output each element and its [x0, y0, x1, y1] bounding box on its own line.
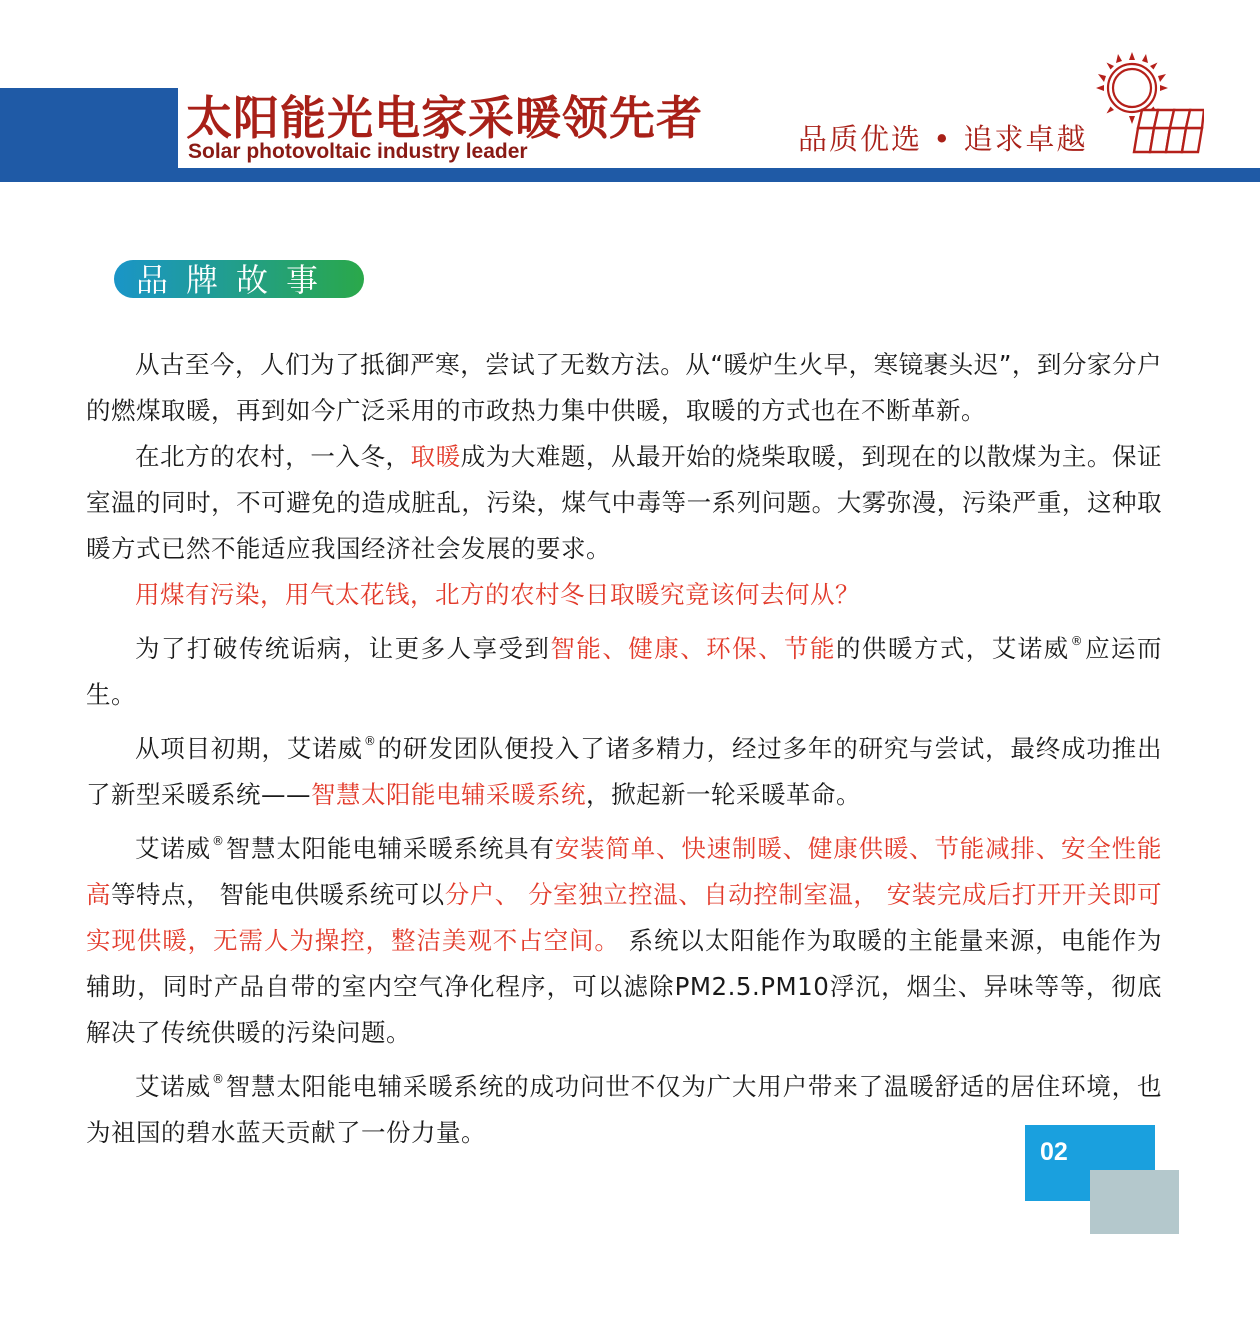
- paragraph-5: [86, 718, 1162, 818]
- section-title: 品牌故事: [136, 261, 337, 299]
- paragraph-2-text-b: 成为大难题，从最开始的烧柴取暖，到现在的以散煤为主。保证室温的同时，不可避免的造成脏乱，污染，煤气中毒等一系列问题。大雾弥漫，污染严重，这种取暖方式已然不能适应我国经济社会发展的要求。: [86, 442, 1163, 563]
- header-slogan: 品质优选 • 追求卓越: [798, 122, 1088, 156]
- paragraph-7: [86, 1056, 1162, 1156]
- paragraph-5-highlight: 智慧太阳能电辅采暖系统: [311, 780, 586, 809]
- paragraph-4-highlight: 智能、健康、环保、节能: [550, 634, 836, 663]
- paragraph-5-text-a: 从项目初期，艾诺威: [135, 734, 363, 763]
- header-subtitle: Solar photovoltaic industry leader: [188, 140, 528, 163]
- paragraph-4-text-c: 应运而生。: [86, 634, 1163, 709]
- paragraph-4-text-b: 的供暖方式，艾诺威: [835, 634, 1070, 663]
- paragraph-6-text-c: 等特点， 智能电供暖系统可以: [111, 880, 445, 909]
- paragraph-6-text-d: 系统以太阳能作为取暖的主能量来源，电能作为辅助，同时产品自带的室内空气净化程序，可以滤除PM2.5.PM10浮沉，烟尘、异味等等，彻底解决了传统供暖的污染问题。: [86, 926, 1162, 1047]
- paragraph-6-text-a: 艾诺威: [135, 834, 211, 863]
- page-number: 02: [1040, 1138, 1068, 1166]
- paragraph-5-text-b: 的研发团队便投入了诸多精力，经过多年的研究与尝试，最终成功推出了新型采暖系统——: [86, 734, 1162, 809]
- registered-mark: ®: [211, 834, 225, 848]
- header-band-left: [0, 88, 178, 182]
- paragraph-6-text-b: 智慧太阳能电辅采暖系统具有: [225, 834, 555, 863]
- paragraph-2-text-a: 在北方的农村，一入冬，: [135, 442, 411, 471]
- paragraph-2: [86, 434, 1162, 572]
- paragraph-4-text-a: 为了打破传统诟病，让更多人享受到: [135, 634, 551, 663]
- paragraph-5-text-c: ，掀起新一轮采暖革命。: [586, 780, 861, 809]
- paragraph-6: [86, 818, 1162, 1056]
- paragraph-3-question: [86, 572, 1162, 618]
- paragraph-2-highlight: 取暖: [410, 442, 461, 471]
- registered-mark: ®: [211, 1072, 225, 1086]
- article-body: [86, 342, 1162, 1156]
- paragraph-1: [86, 342, 1162, 434]
- header-title: 太阳能光电家采暖领先者: [186, 91, 703, 145]
- registered-mark: ®: [1070, 634, 1084, 648]
- page-number-accent-block: [1090, 1170, 1179, 1234]
- header-band-bottom: [178, 168, 1260, 182]
- paragraph-1-text: 从古至今，人们为了抵御严寒，尝试了无数方法。从“暖炉生火早，寒镜裹头迟”，到分家分户的燃煤取暖，再到如今广泛采用的市政热力集中供暖，取暖的方式也在不断革新。: [86, 350, 1162, 425]
- paragraph-6-highlight-2: 分户、 分室独立控温、自动控制室温， 安装完成后打开开关即可实现供暖，无需人为操控，整洁美观不占空间。: [86, 880, 1163, 955]
- registered-mark: ®: [363, 734, 377, 748]
- paragraph-7-text-b: 智慧太阳能电辅采暖系统的成功问世不仅为广大用户带来了温暖舒适的居住环境，也为祖国的碧水蓝天贡献了一份力量。: [86, 1072, 1162, 1147]
- paragraph-4: [86, 618, 1162, 718]
- sun-solar-panel-icon: [1092, 44, 1204, 156]
- paragraph-3-text: 用煤有污染，用气太花钱，北方的农村冬日取暖究竟该何去何从？: [135, 580, 860, 609]
- paragraph-6-highlight-1: 安装简单、快速制暖、健康供暖、节能减排、安全性能高: [86, 834, 1162, 909]
- paragraph-7-text-a: 艾诺威: [135, 1072, 211, 1101]
